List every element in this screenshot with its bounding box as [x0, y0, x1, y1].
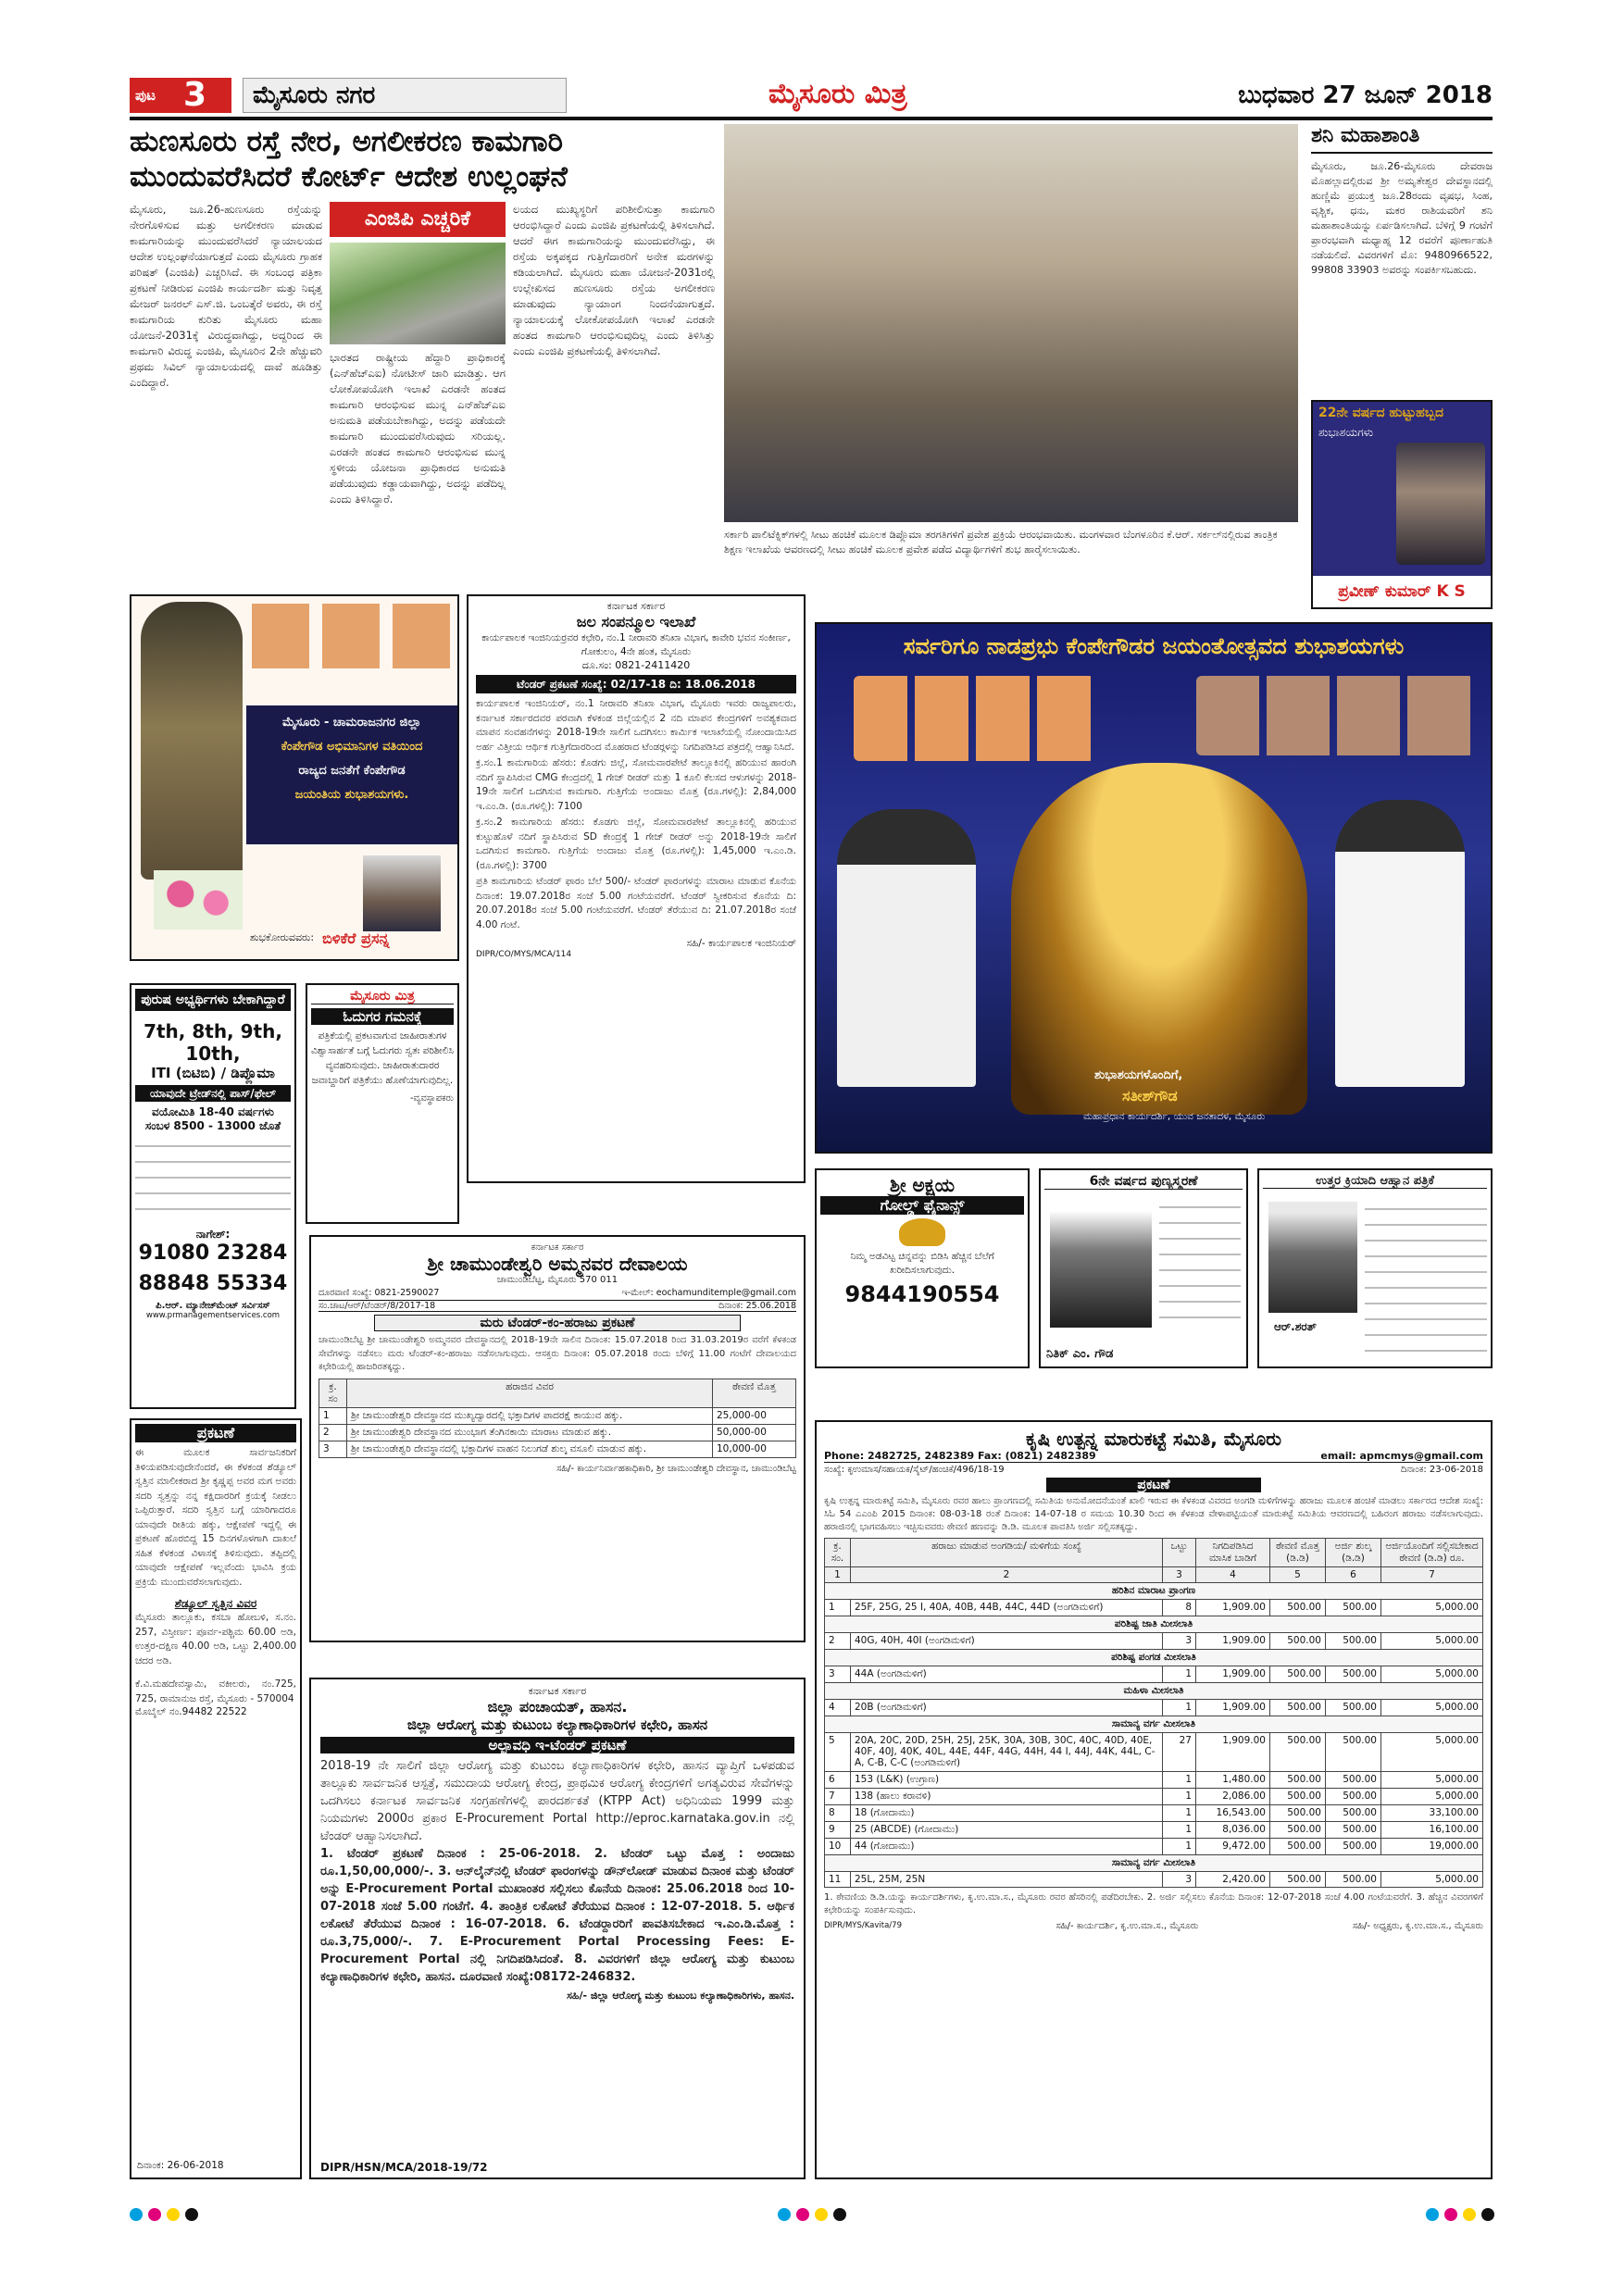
table-row: 11 25L, 25M, 25N 3 2,420.00 500.00 500.00 5,000.00	[825, 1872, 1483, 1888]
lead-kicker: ಎಂಜಿಪಿ ಎಚ್ಚರಿಕೆ	[330, 202, 506, 237]
apmc-auction-notice: ಕೃಷಿ ಉತ್ಪನ್ನ ಮಾರುಕಟ್ಟೆ ಸಮಿತಿ, ಮೈಸೂರು Phone: 2482725, 2482389 Fax: (0821) 2482389 email: apmcmys@gmail.com ಸಂಖ್ಯೆ: ಕೃಉಮಾಸ/ಸಹಾಯಕ/ಸೈಟ್/ಹಂಚಿಕೆ/496/18-19 ದಿನಾಂಕ: 23-06-2018 ಪ್ರಕಟಣೆ ಕೃಷಿ ಉತ್ಪನ್ನ ಮಾರುಕಟ್ಟೆ ಸಮಿತಿ, ಮೈಸೂರು ರವರ ಹಾಲು ಪ್ರಾಂಗಣದಲ್ಲಿ ಸಮಿತಿಯ ಅನುಮೋದನೆಯಂತೆ ಖಾಲಿ ಇರುವ ಈ ಕೆಳಕಂಡ ವಿವರದ ಅಂಗಡಿ ಮಳಿಗೆಗಳನ್ನು ಹರಾಜು ಮೂಲಕ ಹಂಚಿಕೆ ಮಾಡಲು ಸರ್ಕಾರದ ಆದೇಶ ಸಂಖ್ಯೆ: ಸಿಓ 54 ಎಎಂಪಿ 2015 ದಿನಾಂಕ: 08-03-18 ರಂತೆ ದಿನಾಂಕ: 14-07-18 ರ ಸಮಯ 10.30 ರಿಂದ ಈ ಕೆಳಕಂಡ ವೇಳಾಪಟ್ಟಿಯಂತೆ ಮಾರುಕಟ್ಟೆ ಸಮಿತಿಯ ಆವರಣದಲ್ಲಿ ಬಹಿರಂಗ ಹರಾಜು ನಡೆಸಲಾಗುವುದು. ಹರಾಜಿನಲ್ಲಿ ಭಾಗವಹಿಸಲು ಇಚ್ಛಿಸುವವರು ಠೇವಣಿ ಹಣವನ್ನು ಡಿ.ಡಿ. ಮೂಲಕ ಪಾವತಿಸಿ ಅರ್ಜಿ ಸಲ್ಲಿಸತಕ್ಕದ್ದು. ಕ್ರ. ಸಂ. ಹರಾಜು ಮಾಡುವ ಅಂಗಡಿಯ/ ಮಳಿಗೆಯ ಸಂಖ್ಯೆ ಒಟ್ಟು ನಿಗದಿಪಡಿಸಿದ ಮಾಸಿಕ ಬಾಡಿಗೆ ಠೇವಣಿ ಮೊತ್ತ (ಡಿ.ಡಿ) ಅರ್ಜಿ ಶುಲ್ಕ (ಡಿ.ಡಿ) ಅರ್ಜಿಯೊಂದಿಗೆ ಸಲ್ಲಿಸಬೇಕಾದ ಠೇವಣಿ (ಡಿ.ಡಿ) ರೂ. 1 2 3 4 5 6 7 ಹರಿಶಿನ ಮಾರಾಟ ಪ್ರಾಂಗಣ 1 25F, 25G, 25 I, 40A, 40B, 44B, 44C, 44D (ಅಂಗಡಿಮಳಿಗೆ) 8 1,909.00 500.00 500.00 5,000.00 ಪರಿಶಿಷ್ಟ ಜಾತಿ ಮೀಸಲಾತಿ 2 40G, 40H, 40I (ಅಂಗಡಿಮಳಿಗೆ) 3 1,909.00 500.00 500.00 5,000.00 ಪರಿಶಿಷ್ಟ ಪಂಗಡ ಮೀಸಲಾತಿ 3 44A (ಅಂಗಡಿಮಳಿಗೆ) 1 1,909.00 500.00 500.00 5,000.00 ಮಹಿಳಾ ಮೀಸಲಾತಿ 4 20B (ಅಂಗಡಿಮಳಿಗೆ) 1 1,909.00 500.00 500.00 5,000.00 ಸಾಮಾನ್ಯ ವರ್ಗ ಮೀಸಲಾತಿ 5 20A, 20C, 20D, 25H, 25J, 25K, 30A, 30B, 30C, 40C, 40D, 40E, 40F, 40J, 40K, 40L, 44E, 44F, 44G, 44H, 44 I, 44J, 44K, 44L, C-A, C-B, C-C (ಅಂಗಡಿಮಳಿಗೆ) 27 1,909.00 500.00 500.00 5,000.00 6 153 (L&K) (ಉಗ್ರಾಣ) 1 1,480.00 500.00 500.00 5,000.00 7 138 (ಹಾಲು ಕರಾವಳಿ) 1 2,086.00 500.00 500.00 5,000.00 8 18 (ಗೋದಾಮು) 1 16,543.00 500.00 500.00 33,100.00 9 25 (ABCDE) (ಗೋದಾಮು) 1 8,036.00 500.00 500.00 16,100.00 10 44 (ಗೋದಾಮು) 1 9,472.00 500.00 500.00 19,000.00 ಸಾಮಾನ್ಯ ವರ್ಗ ಮೀಸಲಾತಿ 11 25L, 25M, 25N 3 2,420.00 500.00 500.00 5,000.00 1. ಠೇವಣಿಯ ಡಿ.ಡಿ.ಯನ್ನು ಕಾರ್ಯದರ್ಶಿಗಳು, ಕೃ.ಉ.ಮಾ.ಸ., ಮೈಸೂರು ರವರ ಹೆಸರಿನಲ್ಲಿ ಪಡೆದಿರಬೇಕು. 2. ಅರ್ಜಿ ಸಲ್ಲಿಸಲು ಕೊನೆಯ ದಿನಾಂಕ: 12-07-2018 ಸಂಜೆ 4.00 ಗಂಟೆಯವರೆಗೆ. 3. ಹೆಚ್ಚಿನ ವಿವರಗಳಿಗೆ ಕಛೇರಿಯನ್ನು ಸಂಪರ್ಕಿಸುವುದು. DIPR/MYS/Kavita/79 ಸಹಿ/- ಕಾರ್ಯದರ್ಶಿ, ಕೃ.ಉ.ಮಾ.ಸ., ಮೈಸೂರು ಸಹಿ/- ಅಧ್ಯಕ್ಷರು, ಕೃ.ಉ.ಮಾ.ಸ., ಮೈಸೂರು	[815, 1420, 1493, 2179]
table-row: 7 138 (ಹಾಲು ಕರಾವಳಿ) 1 2,086.00 500.00 500.00 5,000.00	[825, 1789, 1483, 1805]
swamiji-photos	[252, 604, 452, 668]
table-group-row: ಮಹಿಳಾ ಮೀಸಲಾತಿ	[825, 1683, 1483, 1700]
table-row: 9 25 (ABCDE) (ಗೋದಾಮು) 1 8,036.00 500.00 500.00 16,100.00	[825, 1822, 1483, 1839]
readers-notice-ad: ಮೈಸೂರು ಮಿತ್ರ ಓದುಗರ ಗಮನಕ್ಕೆ ಪತ್ರಿಕೆಯಲ್ಲಿ ಪ್ರಕಟವಾಗುವ ಜಾಹೀರಾತುಗಳ ವಿಶ್ವಾಸಾರ್ಹತೆ ಬಗ್ಗೆ ಓದುಗರು ಸ್ವತಃ ಪರಿಶೀಲಿಸಿ ವ್ಯವಹರಿಸುವುದು. ಜಾಹೀರಾತುದಾರರ ಜವಾಬ್ದಾರಿಗೆ ಪತ್ರಿಕೆಯು ಹೊಣೆಯಾಗುವುದಿಲ್ಲ. -ವ್ಯವಸ್ಥಾಪಕರು	[306, 983, 459, 1224]
paper-name: ಮೈಸೂರು ಮಿತ್ರ	[768, 78, 907, 110]
jobs-ad: ಪುರುಷ ಅಭ್ಯರ್ಥಿಗಳು ಬೇಕಾಗಿದ್ದಾರೆ 7th, 8th, 9th, 10th, ITI (ಬಿಟಿಬಿ) / ಡಿಪ್ಲೊಮಾ ಯಾವುದೇ ಟ್ರೇಡ್‍ನಲ್ಲಿ ಪಾಸ್/ಫೇಲ್ ವಯೋಮಿತಿ 18-40 ವರ್ಷಗಳು ಸಂಬಳ 8500 - 13000 ಜೊತೆ ನಾಗೇಶ್: 91080 23284 88848 55334 ಪಿ.ಆರ್. ಮ್ಯಾನೇಜ್‍ಮೆಂಟ್ ಸರ್ವಿಸಸ್ www.prmanagementservices.com	[130, 983, 296, 1409]
table-row: 6 153 (L&K) (ಉಗ್ರಾಣ) 1 1,480.00 500.00 500.00 5,000.00	[825, 1772, 1483, 1789]
lead-headline: ಹುಣಸೂರು ರಸ್ತೆ ನೇರ, ಅಗಲೀಕರಣ ಕಾಮಗಾರಿ ಮುಂದುವರೆಸಿದರೆ ಕೋರ್ಟ್ ಆದೇಶ ಉಲ್ಲಂಘನೆ	[130, 125, 568, 193]
leader-left-photo	[837, 809, 976, 1087]
temple-auction-table: ಕ್ರ. ಸಂ ಹರಾಜಿನ ವಿವರ ಠೇವಣಿ ಮೊತ್ತ 1 ಶ್ರೀ ಚಾಮುಂಡೇಶ್ವರಿ ದೇವಸ್ಥಾನದ ಮುಖ್ಯದ್ವಾರದಲ್ಲಿ ಭಕ್ತಾದಿಗಳ ಪಾದರಕ್ಷೆ ಕಾಯುವ ಹಕ್ಕು. 25,000-00 2 ಶ್ರೀ ಚಾಮುಂಡೇಶ್ವರಿ ದೇವಸ್ಥಾನದ ಮುಂಭಾಗ ತೆಂಗಿನಕಾಯಿ ಮಾರಾಟ ಮಾಡುವ ಹಕ್ಕು. 50,000-00 3 ಶ್ರೀ ಚಾಮುಂಡೇಶ್ವರಿ ದೇವಸ್ಥಾನದಲ್ಲಿ ಭಕ್ತಾದಿಗಳ ವಾಹನ ನಿಲುಗಡೆ ಶುಲ್ಕ ವಸೂಲಿ ಮಾಡುವ ಹಕ್ಕು. 10,000-00	[319, 1379, 796, 1458]
road-photo	[330, 243, 506, 344]
table-group-row: ಸಾಮಾನ್ಯ ವರ್ಗ ಮೀಸಲಾತಿ	[825, 1716, 1483, 1733]
apmc-email-link[interactable]: email: apmcmys@gmail.com	[1320, 1450, 1483, 1462]
gold-icon	[899, 1218, 945, 1246]
water-tender-notice: ಕರ್ನಾಟಕ ಸರ್ಕಾರ ಜಲ ಸಂಪನ್ಮೂಲ ಇಲಾಖೆ ಕಾರ್ಯಪಾಲಕ ಇಂಜಿನಿಯರ್‍ರವರ ಕಛೇರಿ, ನಂ.1 ನೀರಾವರಿ ತನಿಖಾ ವಿಭಾಗ, ಕಾವೇರಿ ಭವನ ಸಂಕೀರ್ಣ, ಗೋಕುಲಂ, 4ನೇ ಹಂತ, ಮೈಸೂರು ದೂ.ಸಂ: 0821-2411420 ಟೆಂಡರ್ ಪ್ರಕಟಣೆ ಸಂಖ್ಯೆ: 02/17-18 ದಿ: 18.06.2018 ಕಾರ್ಯಪಾಲಕ ಇಂಜಿನಿಯರ್, ನಂ.1 ನೀರಾವರಿ ತನಿಖಾ ವಿಭಾಗ, ಮೈಸೂರು ಇವರು ರಾಜ್ಯಪಾಲರು, ಕರ್ನಾಟಕ ಸರ್ಕಾರದವರ ಪರವಾಗಿ ಕೆಳಕಂಡ ಜಿಲ್ಲೆಯಲ್ಲಿನ 2 ನದಿ ಮಾಪನ ಕೇಂದ್ರಗಳಿಗೆ ಅವಶ್ಯಕವಾದ ಮಾಪನ ಸಂವಹನೆಗಳನ್ನು 2018-19ನೇ ಸಾಲಿಗೆ ಒದಗಿಸಲು ಕಾರ್ಮಿಕ ಇಲಾಖೆಯಲ್ಲಿ ನೋಂದಾಯಿಸಿದ ಅರ್ಹ ವಿತ್ತೀಯ ಆರ್ಥಿಕ ಗುತ್ತಿಗೆದಾರರಿಂದ ಮೊಹರಾದ ಟೆಂಡರ್‍ಗಳನ್ನು ನಿಗದಿಪಡಿಸಿದ ಪತ್ರದಲ್ಲಿ ಆಹ್ವಾನಿಸಿದೆ. ಕ್ರ.ಸಂ.1 ಕಾಮಗಾರಿಯ ಹೆಸರು: ಕೊಡಗು ಜಿಲ್ಲೆ, ಸೋಮವಾರಪೇಟೆ ತಾಲ್ಲೂಕಿನಲ್ಲಿ ಹರಿಯುವ ಹಾರಂಗಿ ನದಿಗೆ ಸ್ಥಾಪಿಸಿರುವ CMG ಕೇಂದ್ರದಲ್ಲಿ 1 ಗೇಜ್ ರೀಡರ್ ಮತ್ತು 1 ಕೂಲಿ ಕೆಲಸದ ಆಳುಗಳನ್ನು 2018-19ನೇ ಸಾಲಿಗೆ ಒದಗಿಸುವ ಕಾಮಗಾರಿ. ಗುತ್ತಿಗೆಯ ಅಂದಾಜು ಮೊತ್ತ (ರೂ.ಗಳಲ್ಲಿ): 2,84,000 ಇ.ಎಂ.ಡಿ. (ರೂ.ಗಳಲ್ಲಿ): 7100 ಕ್ರ.ಸಂ.2 ಕಾಮಗಾರಿಯ ಹೆಸರು: ಕೊಡಗು ಜಿಲ್ಲೆ, ಸೋಮವಾರಪೇಟೆ ತಾಲ್ಲೂಕಿನಲ್ಲಿ ಹರಿಯುವ ಕುಟ್ಟುಹೊಳೆ ನದಿಗೆ ಸ್ಥಾಪಿಸಿರುವ SD ಕೇಂದ್ರಕ್ಕೆ 1 ಗೇಜ್ ರೀಡರ್ ಅನ್ನು 2018-19ನೇ ಸಾಲಿಗೆ ಒದಗಿಸುವ ಕಾಮಗಾರಿ. ಗುತ್ತಿಗೆಯ ಅಂದಾಜು ಮೊತ್ತ (ರೂ.ಗಳಲ್ಲಿ): 1,45,000 ಇ.ಎಂ.ಡಿ. (ರೂ.ಗಳಲ್ಲಿ): 3700 ಪ್ರತಿ ಕಾಮಗಾರಿಯ ಟೆಂಡರ್ ಫಾರಂ ಬೆಲೆ 500/- ಟೆಂಡರ್ ಫಾರಂಗಳನ್ನು ಮಾರಾಟ ಮಾಡುವ ಕೊನೆಯ ದಿನಾಂಕ: 19.07.2018ರ ಸಂಜೆ 5.00 ಗಂಟೆಯವರೆಗೆ. ಟೆಂಡರ್ ಸ್ವೀಕರಿಸುವ ಕೊನೆಯ ದಿ: 20.07.2018ರ ಸಂಜೆ 5.00 ಗಂಟೆಯವರೆಗೆ. ಟೆಂಡರ್ ತೆರೆಯುವ ದಿ: 21.07.2018ರ ಸಂಜೆ 4.00 ಗಂಟೆ. ಸಹಿ/- ಕಾರ್ಯಪಾಲಕ ಇಂಜಿನಿಯರ್ DIPR/CO/MYS/MCA/114	[467, 594, 806, 1183]
leader-right-photo	[1335, 800, 1465, 1087]
memorial-photo	[1050, 1198, 1152, 1328]
shani-title: ಶನಿ ಮಹಾಶಾಂತಿ	[1311, 124, 1493, 154]
table-group-row: ಸಾಮಾನ್ಯ ವರ್ಗ ಮೀಸಲಾತಿ	[825, 1855, 1483, 1872]
leaders-row	[1196, 676, 1474, 755]
lead-column-3: ಲಯದ ಮುಖ್ಯಸ್ಥರಿಗೆ ಪರಿಶೀಲಿಸುತ್ತಾ ಕಾಮಗಾರಿ ಆರಂಭಿಸಿದ್ದಾರೆ ಎಂದು ಎಂಜಿಪಿ ಪ್ರಕಟಣೆಯಲ್ಲಿ ತಿಳಿಸಲಾಗಿದೆ. ಆದರೆ ಈಗ ಕಾಮಗಾರಿಯನ್ನು ಮುಂದುವರೆಸಿದ್ದು, ಈ ರಸ್ತೆಯ ಅಕ್ಕಪಕ್ಕದ ಗುತ್ತಿಗೆದಾರರಿಗೆ ಅನೇಕ ಮರಗಳನ್ನು ಕಡಿಯಲಾಗಿದೆ. ಮೈಸೂರು ಮಹಾ ಯೋಜನೆ-2031ರಲ್ಲಿ ಉಲ್ಲೇಖಿಸದ ಹುಣಸೂರು ರಸ್ತೆಯ ಅಗಲೀಕರಣ ಮಾಡುವುದು ನ್ಯಾಯಾಂಗ ನಿಂದನೆಯಾಗುತ್ತದೆ. ನ್ಯಾಯಾಲಯಕ್ಕೆ ಲೋಕೋಪಯೋಗಿ ಇಲಾಖೆ ಎರಡನೇ ಹಂತದ ಕಾಮಗಾರಿ ಆರಂಭಿಸುವುದಿಲ್ಲ ಎಂದು ತಿಳಿಸಿತ್ತು ಎಂದು ಎಂಜಿಪಿ ಪ್ರಕಟಣೆಯಲ್ಲಿ ತಿಳಿಸಲಾಗಿದೆ.	[513, 203, 715, 357]
temple-email-link[interactable]: ಇ-ಮೇಲ್: eochamunditemple@gmail.com	[621, 1288, 796, 1298]
lead-column-2: ಭಾರತದ ರಾಷ್ಟ್ರೀಯ ಹೆದ್ದಾರಿ ಪ್ರಾಧಿಕಾರಕ್ಕೆ (ಎನ್‍ಹೆಚ್‍ಎಐ) ನೋಟೀಸ್ ಜಾರಿ ಮಾಡಿತ್ತು. ಆಗ ಲೋಕೋಪಯೋಗಿ ಇಲಾಖೆ ಎರಡನೇ ಹಂತದ ಕಾಮಗಾರಿ ಆರಂಭಿಸುವ ಮುನ್ನ ಎನ್‍ಹೆಚ್‍ಎಐ ಅನುಮತಿ ಪಡೆಯಬೇಕಾಗಿದ್ದು, ಅದನ್ನು ಪಡೆಯದೇ ಕಾಮಗಾರಿ ಮುಂದುವರೆಸಿರುವುದು ಸರಿಯಲ್ಲ. ಎರಡನೇ ಹಂತದ ಕಾಮಗಾರಿ ಆರಂಭಿಸುವ ಮುನ್ನ ಸ್ಥಳೀಯ ಯೋಜನಾ ಪ್ರಾಧಿಕಾರದ ಅನುಮತಿ ಪಡೆಯುವುದು ಕಡ್ಡಾಯವಾಗಿದ್ದು, ಅದನ್ನು ಪಡೆದಿಲ್ಲ ಎಂದು ತಿಳಿಸಿದ್ದಾರೆ.	[330, 351, 506, 505]
swamiji-row	[854, 676, 1094, 761]
jobs-phone-1[interactable]: 91080 23284	[138, 1242, 288, 1265]
mitra-logo: ಮೈಸೂರು ಮಿತ್ರ	[311, 989, 454, 1004]
table-row: 2 40G, 40H, 40I (ಅಂಗಡಿಮಳಿಗೆ) 3 1,909.00 500.00 500.00 5,000.00	[825, 1633, 1483, 1650]
diploma-photo	[724, 124, 1298, 522]
table-group-row: ಪರಿಶಿಷ್ಟ ಜಾತಿ ಮೀಸಲಾತಿ	[825, 1616, 1483, 1633]
table-row: 4 20B (ಅಂಗಡಿಮಳಿಗೆ) 1 1,909.00 500.00 500.00 5,000.00	[825, 1700, 1483, 1716]
sponsor-photo	[363, 855, 441, 931]
hassan-etender-notice: ಕರ್ನಾಟಕ ಸರ್ಕಾರ ಜಿಲ್ಲಾ ಪಂಚಾಯತ್, ಹಾಸನ. ಜಿಲ್ಲಾ ಆರೋಗ್ಯ ಮತ್ತು ಕುಟುಂಬ ಕಲ್ಯಾಣಾಧಿಕಾರಿಗಳ ಕಛೇರಿ, ಹಾಸನ ಅಲ್ಪಾವಧಿ ಇ-ಟೆಂಡರ್ ಪ್ರಕಟಣೆ 2018-19 ನೇ ಸಾಲಿಗೆ ಜಿಲ್ಲಾ ಆರೋಗ್ಯ ಮತ್ತು ಕುಟುಂಬ ಕಲ್ಯಾಣಾಧಿಕಾರಿಗಳ ಕಛೇರಿ, ಹಾಸನ ವ್ಯಾಪ್ತಿಗೆ ಒಳಪಡುವ ತಾಲ್ಲೂಕು ಸಾರ್ವಜನಿಕ ಆಸ್ಪತ್ರೆ, ಸಮುದಾಯ ಆರೋಗ್ಯ ಕೇಂದ್ರ, ಪ್ರಾಥಮಿಕ ಆರೋಗ್ಯ ಕೇಂದ್ರಗಳಿಗೆ ಅಗತ್ಯವಿರುವ ಸೇವೆಗಳನ್ನು ಒದಗಿಸಲು ಕರ್ನಾಟಕ ಸಾರ್ವಜನಿಕ ಸಂಗ್ರಹಣೆಗಳಲ್ಲಿ ಪಾರದರ್ಶಕತೆ (KTPP Act) ಅಧಿನಿಯಮ 1999 ಮತ್ತು ನಿಯಮಗಳು 2000ರ ಪ್ರಕಾರ E-Procurement Portal http://eproc.karnataka.gov.in ನಲ್ಲಿ ಟೆಂಡರ್ ಆಹ್ವಾನಿಸಲಾಗಿದೆ. 1. ಟೆಂಡರ್ ಪ್ರಕಟಣೆ ದಿನಾಂಕ : 25-06-2018. 2. ಟೆಂಡರ್ ಒಟ್ಟು ಮೊತ್ತ : ಅಂದಾಜು ರೂ.1,50,00,000/-. 3. ಆನ್‍ಲೈನ್‍ನಲ್ಲಿ ಟೆಂಡರ್ ಫಾರಂಗಳನ್ನು ಡೌನ್‍ಲೋಡ್ ಮಾಡುವ ದಿನಾಂಕ ಮತ್ತು ಟೆಂಡರ್ ಅನ್ನು E-Procurement Portal ಮುಖಾಂತರ ಸಲ್ಲಿಸಲು ಕೊನೆಯ ದಿನಾಂಕ: 25.06.2018 ರಿಂದ 10-07-2018 ಸಂಜೆ 5.00 ಗಂಟೆಗೆ. 4. ತಾಂತ್ರಿಕ ಲಕೋಟೆ ತೆರೆಯುವ ದಿನಾಂಕ : 12-07-2018. 5. ಆರ್ಥಿಕ ಲಕೋಟೆ ತೆರೆಯುವ ದಿನಾಂಕ : 16-07-2018. 6. ಟೆಂಡರ್‍ದಾರರಿಗೆ ಪಾವತಿಸಬೇಕಾದ ಇ.ಎಂ.ಡಿ.ಮೊತ್ತ : ರೂ.3,75,000/-. 7. E-Procurement Portal Processing Fees: E-Procurement Portal ನಲ್ಲಿ ನಿಗದಿಪಡಿಸಿದಂತೆ. 8. ವಿವರಗಳಿಗೆ ಜಿಲ್ಲಾ ಆರೋಗ್ಯ ಮತ್ತು ಕುಟುಂಬ ಕಲ್ಯಾಣಾಧಿಕಾರಿಗಳ ಕಛೇರಿ, ಹಾಸನ. ದೂರವಾಣಿ ಸಂಖ್ಯೆ:08172-246832. ಸಹಿ/- ಜಿಲ್ಲಾ ಆರೋಗ್ಯ ಮತ್ತು ಕುಟುಂಬ ಕಲ್ಯಾಣಾಧಿಕಾರಿಗಳು, ಹಾಸನ. DIPR/HSN/MCA/2018-19/72	[309, 1678, 806, 2179]
jobs-website-link[interactable]: www.prmanagementservices.com	[145, 1311, 281, 1320]
table-row: 1 25F, 25G, 25 I, 40A, 40B, 44B, 44C, 44D (ಅಂಗಡಿಮಳಿಗೆ) 8 1,909.00 500.00 500.00 5,000.00	[825, 1600, 1483, 1616]
flower-graphic	[154, 870, 243, 930]
print-registration-marks	[0, 2200, 1624, 2227]
legal-notice-left: ಪ್ರಕಟಣೆ ಈ ಮೂಲಕ ಸಾರ್ವಜನಿಕರಿಗೆ ತಿಳಿಯಪಡಿಸುವುದೇನೆಂದರೆ, ಈ ಕೆಳಕಂಡ ಶೆಡ್ಯೂಲ್ ಸ್ವತ್ತಿನ ಮಾಲೀಕರಾದ ಶ್ರೀ ಕೃಷ್ಣಪ್ಪ ಅವರ ಮಗ ಅವರು ಸದರಿ ಸ್ವತ್ತನ್ನು ನನ್ನ ಕಕ್ಷಿದಾರರಿಗೆ ಕ್ರಯಕ್ಕೆ ನೀಡಲು ಒಪ್ಪಿರುತ್ತಾರೆ. ಸದರಿ ಸ್ವತ್ತಿನ ಬಗ್ಗೆ ಯಾರಿಗಾದರೂ ಯಾವುದೇ ರೀತಿಯ ಹಕ್ಕು, ಆಕ್ಷೇಪಣೆ ಇದ್ದಲ್ಲಿ ಈ ಪ್ರಕಟಣೆ ಹೊರಬಿದ್ದ 15 ದಿನಗಳೊಳಗಾಗಿ ದಾಖಲೆ ಸಹಿತ ಕೆಳಕಂಡ ವಿಳಾಸಕ್ಕೆ ತಿಳಿಸುವುದು. ತಪ್ಪಿದಲ್ಲಿ ಯಾವುದೇ ಆಕ್ಷೇಪಣೆ ಇಲ್ಲವೆಂದು ಭಾವಿಸಿ ಕ್ರಯ ಪ್ರಕ್ರಿಯೆ ಮುಂದುವರೆಸಲಾಗುವುದು. ಶೆಡ್ಯೂಲ್ ಸ್ವತ್ತಿನ ವಿವರ ಮೈಸೂರು ತಾಲ್ಲೂಕು, ಕಸಬಾ ಹೋಬಳಿ, ಸ.ನಂ. 257, ವಿಸ್ತೀರ್ಣ: ಪೂರ್ವ-ಪಶ್ಚಿಮ 60.00 ಅಡಿ, ಉತ್ತರ-ದಕ್ಷಿಣ 40.00 ಅಡಿ, ಒಟ್ಟು 2,400.00 ಚದರ ಅಡಿ. ಕೆ.ವಿ.ಮಹದೇವಸ್ವಾಮಿ, ವಕೀಲರು, ನಂ.725, 725, ರಾಮಾನುಜ ರಸ್ತೆ, ಮೈಸೂರು - 570004 ಮೊಬೈಲ್ ನಂ.94482 22522 ದಿನಾಂಕ: 26-06-2018	[130, 1418, 302, 2179]
statue-graphic	[141, 602, 243, 880]
masthead-rule	[130, 117, 1493, 120]
uttara-photo	[1268, 1202, 1357, 1313]
akshaya-phone[interactable]: 9844190554	[844, 1281, 1000, 1307]
edition-date: ಬುಧವಾರ 27 ಜೂನ್ 2018	[1238, 81, 1493, 109]
table-group-row: ಪರಿಶಿಷ್ಟ ಪಂಗಡ ಮೀಸಲಾತಿ	[825, 1650, 1483, 1666]
kempegowda-wish-ad: ಮೈಸೂರು - ಚಾಮರಾಜನಗರ ಜಿಲ್ಲಾ ಕೆಂಪೇಗೌಡ ಅಭಿಮಾನಿಗಳ ವತಿಯಿಂದ ರಾಜ್ಯದ ಜನತೆಗೆ ಕೆಂಪೇಗೌಡ ಜಯಂತಿಯ ಶುಭಾಶಯಗಳು. ಶುಭಕೋರುವವರು: ಬಿಳಿಕೆರೆ ಪ್ರಸನ್ನ	[130, 594, 459, 961]
diploma-photo-caption: ಸರ್ಕಾರಿ ಪಾಲಿಟೆಕ್ನಿಕ್‍ಗಳಲ್ಲಿ ಸೀಟು ಹಂಚಿಕೆ ಮೂಲಕ ಡಿಪ್ಲೊಮಾ ತರಗತಿಗಳಿಗೆ ಪ್ರವೇಶ ಪ್ರಕ್ರಿಯೆ ಆರಂಭವಾಯಿತು. ಮಂಗಳವಾರ ಬೆಂಗಳೂರಿನ ಕೆ.ಆರ್. ಸರ್ಕಲ್‍ನಲ್ಲಿರುವ ತಾಂತ್ರಿಕ ಶಿಕ್ಷಣ ಇಲಾಖೆಯ ಆವರಣದಲ್ಲಿ ಸೀಟು ಹಂಚಿಕೆ ಮೂಲಕ ಪ್ರವೇಶ ಪಡೆದ ವಿದ್ಯಾರ್ಥಿಗಳಿಗೆ ಶುಭ ಹಾರೈಸಲಾಯಿತು.	[724, 529, 1278, 555]
memorial-ad: 6ನೇ ವರ್ಷದ ಪುಣ್ಯಸ್ಮರಣೆ ನಿತಿಕ್ ಎಂ. ಗೌಡ	[1039, 1168, 1248, 1368]
table-row: 1 ಶ್ರೀ ಚಾಮುಂಡೇಶ್ವರಿ ದೇವಸ್ಥಾನದ ಮುಖ್ಯದ್ವಾರದಲ್ಲಿ ಭಕ್ತಾದಿಗಳ ಪಾದರಕ್ಷೆ ಕಾಯುವ ಹಕ್ಕು. 25,000-00	[319, 1407, 796, 1424]
uttara-kriya-ad: ಉತ್ತರ ಕ್ರಿಯಾದಿ ಆಹ್ವಾನ ಪತ್ರಿಕೆ ಆರ್.ಶರತ್	[1257, 1168, 1493, 1368]
table-row: 5 20A, 20C, 20D, 25H, 25J, 25K, 30A, 30B, 30C, 40C, 40D, 40E, 40F, 40J, 40K, 40L, 44E, 44F, 44G, 44H, 44 I, 44J, 44K, 44L, C-A, C-B, C-C (ಅಂಗಡಿಮಳಿಗೆ) 27 1,909.00 500.00 500.00 5,000.00	[825, 1733, 1483, 1772]
table-row: 3 ಶ್ರೀ ಚಾಮುಂಡೇಶ್ವರಿ ದೇವಸ್ಥಾನದಲ್ಲಿ ಭಕ್ತಾದಿಗಳ ವಾಹನ ನಿಲುಗಡೆ ಶುಲ್ಕ ವಸೂಲಿ ಮಾಡುವ ಹಕ್ಕು. 10,000-00	[319, 1441, 796, 1457]
birthday-ad: 22ನೇ ವರ್ಷದ ಹುಟ್ಟುಹಬ್ಬದ ಶುಭಾಶಯಗಳು ಪ್ರವೀಣ್ ಕುಮಾರ್ K S	[1311, 400, 1493, 609]
table-row: 2 ಶ್ರೀ ಚಾಮುಂಡೇಶ್ವರಿ ದೇವಸ್ಥಾನದ ಮುಂಭಾಗ ತೆಂಗಿನಕಾಯಿ ಮಾರಾಟ ಮಾಡುವ ಹಕ್ಕು. 50,000-00	[319, 1424, 796, 1441]
table-row: 3 44A (ಅಂಗಡಿಮಳಿಗೆ) 1 1,909.00 500.00 500.00 5,000.00	[825, 1666, 1483, 1683]
kempegowda-portrait	[1011, 763, 1307, 1115]
masthead	[130, 74, 1493, 117]
kempegowda-jayanti-ad: ಸರ್ವರಿಗೂ ನಾಡಪ್ರಭು ಕೆಂಪೇಗೌಡರ ಜಯಂತೋತ್ಸವದ ಶುಭಾಶಯಗಳು ಶುಭಾಶಯಗಳೊಂದಿಗೆ, ಸತೀಶ್‍ಗೌಡ ಮಹಾಪ್ರಧಾನ ಕಾರ್ಯದರ್ಶಿ, ಯುವ ಜನತಾದಳ, ಮೈಸೂರು	[815, 622, 1493, 1154]
jobs-phone-2[interactable]: 88848 55334	[138, 1272, 288, 1295]
page-number-badge: ಪುಟ 3	[130, 78, 231, 113]
birthday-photo	[1396, 443, 1485, 565]
shani-body: ಮೈಸೂರು, ಜೂ.26-ಮೈಸೂರು ದೇವರಾಜ ಮೊಹಲ್ಲಾದಲ್ಲಿರುವ ಶ್ರೀ ಅಮೃತೇಶ್ವರ ದೇವಸ್ಥಾನದಲ್ಲಿ ಹುಣ್ಣಿಮೆ ಪ್ರಯುಕ್ತ ಜೂ.28ರಂದು ವೃಷಭ, ಸಿಂಹ, ವೃಶ್ಚಿಕ, ಧನು, ಮಕರ ರಾಶಿಯವರಿಗೆ ಶನಿ ಮಹಾಶಾಂತಿಯನ್ನು ಏರ್ಪಡಿಸಲಾಗಿದೆ. ಬೆಳಿಗ್ಗೆ 9 ಗಂಟೆಗೆ ಪ್ರಾರಂಭವಾಗಿ ಮಧ್ಯಾಹ್ನ 12 ರವರೆಗೆ ಪೂರ್ಣಾಹುತಿ ನಡೆಯಲಿದೆ. ವಿವರಗಳಿಗೆ ಮೊ: 9480966522, 99808 33903 ಅವರನ್ನು ಸಂಪರ್ಕಿಸಬಹುದು.	[1311, 160, 1493, 276]
apmc-shop-table: ಕ್ರ. ಸಂ. ಹರಾಜು ಮಾಡುವ ಅಂಗಡಿಯ/ ಮಳಿಗೆಯ ಸಂಖ್ಯೆ ಒಟ್ಟು ನಿಗದಿಪಡಿಸಿದ ಮಾಸಿಕ ಬಾಡಿಗೆ ಠೇವಣಿ ಮೊತ್ತ (ಡಿ.ಡಿ) ಅರ್ಜಿ ಶುಲ್ಕ (ಡಿ.ಡಿ) ಅರ್ಜಿಯೊಂದಿಗೆ ಸಲ್ಲಿಸಬೇಕಾದ ಠೇವಣಿ (ಡಿ.ಡಿ) ರೂ. 1 2 3 4 5 6 7 ಹರಿಶಿನ ಮಾರಾಟ ಪ್ರಾಂಗಣ 1 25F, 25G, 25 I, 40A, 40B, 44B, 44C, 44D (ಅಂಗಡಿಮಳಿಗೆ) 8 1,909.00 500.00 500.00 5,000.00 ಪರಿಶಿಷ್ಟ ಜಾತಿ ಮೀಸಲಾತಿ 2 40G, 40H, 40I (ಅಂಗಡಿಮಳಿಗೆ) 3 1,909.00 500.00 500.00 5,000.00 ಪರಿಶಿಷ್ಟ ಪಂಗಡ ಮೀಸಲಾತಿ 3 44A (ಅಂಗಡಿಮಳಿಗೆ) 1 1,909.00 500.00 500.00 5,000.00 ಮಹಿಳಾ ಮೀಸಲಾತಿ 4 20B (ಅಂಗಡಿಮಳಿಗೆ) 1 1,909.00 500.00 500.00 5,000.00 ಸಾಮಾನ್ಯ ವರ್ಗ ಮೀಸಲಾತಿ 5 20A, 20C, 20D, 25H, 25J, 25K, 30A, 30B, 30C, 40C, 40D, 40E, 40F, 40J, 40K, 40L, 44E, 44F, 44G, 44H, 44 I, 44J, 44K, 44L, C-A, C-B, C-C (ಅಂಗಡಿಮಳಿಗೆ) 27 1,909.00 500.00 500.00 5,000.00 6 153 (L&K) (ಉಗ್ರಾಣ) 1 1,480.00 500.00 500.00 5,000.00 7 138 (ಹಾಲು ಕರಾವಳಿ) 1 2,086.00 500.00 500.00 5,000.00 8 18 (ಗೋದಾಮು) 1 16,543.00 500.00 500.00 33,100.00 9 25 (ABCDE) (ಗೋದಾಮು) 1 8,036.00 500.00 500.00 16,100.00 10 44 (ಗೋದಾಮು) 1 9,472.00 500.00 500.00 19,000.00 ಸಾಮಾನ್ಯ ವರ್ಗ ಮೀಸಲಾತಿ 11 25L, 25M, 25N 3 2,420.00 500.00 500.00 5,000.00	[824, 1538, 1483, 1888]
table-row: 8 18 (ಗೋದಾಮು) 1 16,543.00 500.00 500.00 33,100.00	[825, 1805, 1483, 1822]
section-name: ಮೈಸೂರು ನಗರ	[243, 78, 567, 113]
akshaya-gold-ad: ಶ್ರೀ ಅಕ್ಷಯ ಗೋಲ್ಡ್ ಫೈನಾನ್ಸ್ ನಿಮ್ಮ ಅಡವಿಟ್ಟ ಚಿನ್ನವನ್ನು ಬಿಡಿಸಿ ಹೆಚ್ಚಿನ ಬೆಲೆಗೆ ಖರೀದಿಸಲಾಗುವುದು. 9844190554	[815, 1168, 1030, 1368]
lead-column-1: ಮೈಸೂರು, ಜೂ.26-ಹುಣಸೂರು ರಸ್ತೆಯನ್ನು ನೇರಗೊಳಿಸುವ ಮತ್ತು ಅಗಲೀಕರಣ ಮಾಡುವ ಕಾಮಗಾರಿಯನ್ನು ಮುಂದುವರೆಸಿದರೆ ನ್ಯಾಯಾಲಯದ ಆದೇಶ ಉಲ್ಲಂಘನೆಯಾಗುತ್ತದೆ ಎಂದು ಮೈಸೂರು ಗ್ರಾಹಕ ಪರಿಷತ್ (ಎಂಜಿಪಿ) ಎಚ್ಚರಿಸಿದೆ. ಈ ಸಂಬಂಧ ಪತ್ರಿಕಾ ಪ್ರಕಟಣೆ ನೀಡಿರುವ ಎಂಜಿಪಿ ಕಾರ್ಯದರ್ಶಿ ಮತ್ತು ನಿವೃತ್ತ ಮೇಜರ್ ಜನರಲ್ ಎಸ್.ಜಿ. ಒಂಬತ್ಕೆರೆ ಅವರು, ಈ ರಸ್ತೆ ಕಾಮಗಾರಿಯ ಕುರಿತು ಮೈಸೂರು ಮಹಾ ಯೋಜನೆ-2031ಕ್ಕೆ ವಿರುದ್ಧವಾಗಿದ್ದು, ಅದ್ದರಿಂದ ಈ ಕಾಮಗಾರಿ ವಿರುದ್ಧ ಎಂಜಿಪಿ, ಮೈಸೂರಿನ 2ನೇ ಹೆಚ್ಚುವರಿ ಪ್ರಥಮ ಸಿವಿಲ್ ನ್ಯಾಯಾಲಯದಲ್ಲಿ ದಾವೆ ಹೂಡಿತ್ತು ಎಂದಿದ್ದಾರೆ.	[130, 203, 322, 389]
table-group-row: ಹರಿಶಿನ ಮಾರಾಟ ಪ್ರಾಂಗಣ	[825, 1583, 1483, 1600]
chamundeshwari-notice: ಕರ್ನಾಟಕ ಸರ್ಕಾರ ಶ್ರೀ ಚಾಮುಂಡೇಶ್ವರಿ ಅಮ್ಮನವರ ದೇವಾಲಯ ಚಾಮುಂಡಿಬೆಟ್ಟ, ಮೈಸೂರು 570 011 ದೂರವಾಣಿ ಸಂಖ್ಯೆ: 0821-2590027 ಇ-ಮೇಲ್: eochamunditemple@gmail.com ಸಂ.ಚಾಟ/ಆರ್/ಟೆಂಡರ್/8/2017-18 ದಿನಾಂಕ: 25.06.2018 ಮರು ಟೆಂಡರ್-ಕಂ-ಹರಾಜು ಪ್ರಕಟಣೆ ಚಾಮುಂಡಿಬೆಟ್ಟ ಶ್ರೀ ಚಾಮುಂಡೇಶ್ವರಿ ಅಮ್ಮನವರ ದೇವಸ್ಥಾನದಲ್ಲಿ 2018-19ನೇ ಸಾಲಿನ ದಿನಾಂಕ: 15.07.2018 ರಿಂದ 31.03.2019ರ ವರೆಗೆ ಕೆಳಕಂಡ ಸೇವೆಗಳನ್ನು ನಡೆಸಲು ಮರು ಟೆಂಡರ್-ಕಂ-ಹರಾಜು ನಡೆಸಲಾಗುವುದು. ಆಸಕ್ತರು ದಿನಾಂಕ: 05.07.2018 ರಂದು ಬೆಳಿಗ್ಗೆ 11.00 ಗಂಟೆಗೆ ದೇವಾಲಯದ ಕಛೇರಿಯಲ್ಲಿ ಹಾಜರಿರತಕ್ಕದ್ದು. ಕ್ರ. ಸಂ ಹರಾಜಿನ ವಿವರ ಠೇವಣಿ ಮೊತ್ತ 1 ಶ್ರೀ ಚಾಮುಂಡೇಶ್ವರಿ ದೇವಸ್ಥಾನದ ಮುಖ್ಯದ್ವಾರದಲ್ಲಿ ಭಕ್ತಾದಿಗಳ ಪಾದರಕ್ಷೆ ಕಾಯುವ ಹಕ್ಕು. 25,000-00 2 ಶ್ರೀ ಚಾಮುಂಡೇಶ್ವರಿ ದೇವಸ್ಥಾನದ ಮುಂಭಾಗ ತೆಂಗಿನಕಾಯಿ ಮಾರಾಟ ಮಾಡುವ ಹಕ್ಕು. 50,000-00 3 ಶ್ರೀ ಚಾಮುಂಡೇಶ್ವರಿ ದೇವಸ್ಥಾನದಲ್ಲಿ ಭಕ್ತಾದಿಗಳ ವಾಹನ ನಿಲುಗಡೆ ಶುಲ್ಕ ವಸೂಲಿ ಮಾಡುವ ಹಕ್ಕು. 10,000-00 ಸಹಿ/- ಕಾರ್ಯನಿರ್ವಾಹಕಾಧಿಕಾರಿ, ಶ್ರೀ ಚಾಮುಂಡೇಶ್ವರಿ ದೇವಸ್ಥಾನ, ಚಾಮುಂಡಿಬೆಟ್ಟ	[309, 1235, 806, 1642]
table-row: 10 44 (ಗೋದಾಮು) 1 9,472.00 500.00 500.00 19,000.00	[825, 1839, 1483, 1855]
